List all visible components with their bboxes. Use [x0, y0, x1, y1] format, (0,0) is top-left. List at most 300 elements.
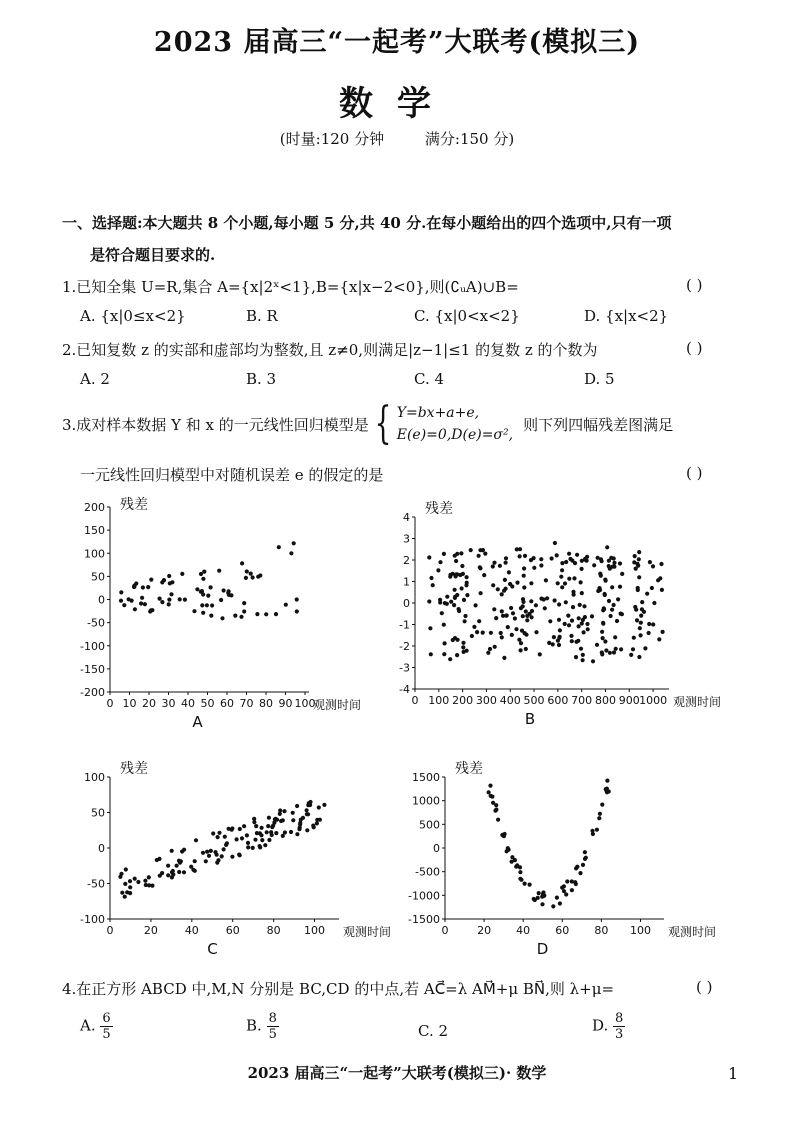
- residual-point: [605, 787, 609, 791]
- residual-point: [579, 647, 583, 651]
- q3-equation-1: Y=bx+a+e,: [396, 405, 480, 421]
- residual-point: [140, 596, 144, 600]
- residual-point: [661, 630, 665, 634]
- residual-point: [277, 545, 281, 549]
- residual-point: [291, 811, 295, 815]
- residual-point: [246, 841, 250, 845]
- residual-point: [216, 835, 220, 839]
- residual-point: [506, 846, 510, 850]
- x-tick-label: 20: [477, 924, 492, 937]
- x-tick-label: 100: [428, 694, 450, 707]
- residual-point: [503, 578, 507, 582]
- y-axis-title: 残差: [120, 497, 148, 513]
- residual-point: [633, 554, 637, 558]
- residual-point: [458, 573, 462, 577]
- q1-option-d: D. {x|x<2}: [584, 307, 669, 325]
- residual-point: [291, 818, 295, 822]
- residual-point: [502, 834, 506, 838]
- x-tick-label: 0: [441, 924, 449, 937]
- residual-point: [440, 611, 444, 615]
- residual-point: [230, 855, 234, 859]
- residual-point: [600, 652, 604, 656]
- residual-point: [223, 835, 227, 839]
- residual-point: [540, 902, 544, 906]
- residual-point: [618, 585, 622, 589]
- x-tick-label: 100: [294, 697, 316, 710]
- residual-point: [143, 879, 147, 883]
- residual-point: [182, 870, 186, 874]
- y-tick-label: 3: [403, 532, 410, 546]
- x-tick-label: 800: [594, 694, 616, 707]
- q3-stem-b: 则下列四幅残差图满足: [523, 415, 674, 434]
- residual-point: [461, 641, 465, 645]
- residual-point: [536, 896, 540, 900]
- x-tick-label: 100: [304, 924, 326, 937]
- residual-point: [284, 603, 288, 607]
- x-tick-label: 0: [106, 924, 114, 937]
- residual-point: [460, 564, 464, 568]
- residual-point: [511, 611, 515, 615]
- time-score-info: [0, 128, 794, 149]
- residual-point: [555, 896, 559, 900]
- residual-point: [502, 656, 506, 660]
- residual-point: [523, 882, 527, 886]
- residual-point: [596, 556, 600, 560]
- subject-title: 数学: [339, 84, 455, 124]
- x-tick-label: 500: [523, 694, 545, 707]
- q3-stem-c: 一元线性回归模型中对随机误差 e 的假定的是: [80, 466, 384, 484]
- residual-point: [274, 612, 278, 616]
- residual-point: [581, 653, 585, 657]
- residual-point: [295, 609, 299, 613]
- residual-point: [227, 589, 231, 593]
- residual-point: [292, 541, 296, 545]
- residual-point: [119, 590, 123, 594]
- residual-point: [445, 595, 449, 599]
- residual-point: [522, 585, 526, 589]
- residual-point: [492, 561, 496, 565]
- residual-point: [254, 824, 258, 828]
- residual-point: [579, 580, 583, 584]
- residual-point: [266, 824, 270, 828]
- residual-point: [548, 619, 552, 623]
- residual-point: [582, 604, 586, 608]
- residual-point: [454, 559, 458, 563]
- residual-point: [577, 624, 581, 628]
- residual-point: [637, 575, 641, 579]
- q1-answer-paren: ( ): [686, 276, 703, 294]
- residual-point: [209, 614, 213, 618]
- residual-point: [532, 897, 536, 901]
- residual-point: [518, 877, 522, 881]
- residual-point: [489, 631, 493, 635]
- residual-point: [640, 607, 644, 611]
- residual-point: [465, 593, 469, 597]
- residual-point: [592, 563, 596, 567]
- y-tick-label: 1000: [412, 794, 440, 808]
- y-tick-label: -100: [80, 639, 105, 653]
- residual-point: [463, 614, 467, 618]
- residual-point: [479, 591, 483, 595]
- residual-point: [620, 572, 624, 576]
- residual-point: [595, 828, 599, 832]
- q4-stem: 4.在正方形 ABCD 中,M,N 分别是 BC,CD 的中点,若 AC⃗=λ AM⃗+μ BN⃗,则 λ+μ=: [62, 980, 615, 998]
- residual-point: [566, 614, 570, 618]
- residual-point: [556, 639, 560, 643]
- residual-point: [556, 581, 560, 585]
- residual-point: [634, 567, 638, 571]
- residual-point: [519, 648, 523, 652]
- residual-point: [631, 647, 635, 651]
- residual-point: [295, 832, 299, 836]
- y-tick-label: 200: [84, 501, 105, 514]
- q4-option-a-fraction: [100, 1012, 112, 1041]
- residual-point: [537, 891, 541, 895]
- residual-point: [215, 853, 219, 857]
- residual-point: [207, 854, 211, 858]
- residual-point: [194, 838, 198, 842]
- residual-point: [612, 565, 616, 569]
- residual-point: [596, 589, 600, 593]
- residual-point: [581, 863, 585, 867]
- residual-point: [192, 609, 196, 613]
- residual-point: [289, 830, 293, 834]
- residual-point: [567, 577, 571, 581]
- residual-point: [260, 838, 264, 842]
- residual-point: [201, 592, 205, 596]
- q2-option-d: D. 5: [584, 370, 615, 388]
- residual-point: [513, 858, 517, 862]
- residual-point: [519, 606, 523, 610]
- residual-point: [560, 585, 564, 589]
- y-tick-label: -1: [399, 618, 410, 632]
- residual-point: [240, 561, 244, 565]
- residual-point: [651, 564, 655, 568]
- residual-point: [604, 579, 608, 583]
- residual-point: [306, 803, 310, 807]
- residual-point: [496, 818, 500, 822]
- section-heading-line2: 是符合题目要求的.: [90, 246, 216, 264]
- residual-point: [193, 869, 197, 873]
- residual-point: [242, 609, 246, 613]
- x-tick-label: 100: [629, 924, 651, 937]
- residual-point: [610, 608, 614, 612]
- residual-point: [442, 552, 446, 556]
- y-tick-label: -100: [80, 913, 105, 926]
- residual-point: [522, 566, 526, 570]
- residual-point: [639, 621, 643, 625]
- residual-point: [455, 653, 459, 657]
- residual-point: [601, 636, 605, 640]
- q3-stem-a: 3.成对样本数据 Y 和 x 的一元线性回归模型是: [62, 415, 369, 434]
- residual-point: [544, 578, 548, 582]
- x-tick-label: 90: [278, 697, 293, 710]
- residual-point: [567, 552, 571, 556]
- residual-point: [315, 821, 319, 825]
- x-tick-label: 80: [259, 697, 273, 710]
- residual-point: [521, 597, 525, 601]
- residual-point: [539, 557, 543, 561]
- residual-point: [612, 650, 616, 654]
- residual-point: [217, 569, 221, 573]
- residual-point: [482, 573, 486, 577]
- residual-point: [599, 574, 603, 578]
- residual-point: [454, 572, 458, 576]
- residual-point: [465, 575, 469, 579]
- residual-point: [609, 614, 613, 618]
- y-tick-label: -4: [399, 683, 410, 696]
- residual-point: [461, 645, 465, 649]
- residual-point: [436, 568, 440, 572]
- residual-point: [175, 864, 179, 868]
- residual-point: [265, 830, 269, 834]
- residual-point: [158, 597, 162, 601]
- fraction-denominator: 5: [268, 1027, 277, 1042]
- y-tick-label: 1500: [412, 771, 440, 784]
- residual-point: [572, 576, 576, 580]
- residual-point: [650, 586, 654, 590]
- residual-point: [574, 866, 578, 870]
- residual-point: [648, 560, 652, 564]
- residual-point: [496, 587, 500, 591]
- residual-point: [657, 637, 661, 641]
- residual-point: [586, 627, 590, 631]
- residual-point: [278, 808, 282, 812]
- q3-equation-2: E(e)=0,D(e)=σ²,: [396, 427, 514, 443]
- residual-point: [530, 615, 534, 619]
- residual-point: [560, 561, 564, 565]
- residual-point: [267, 838, 271, 842]
- y-tick-label: 50: [91, 806, 105, 820]
- residual-point: [215, 861, 219, 865]
- residual-point: [504, 561, 508, 565]
- residual-point: [235, 837, 239, 841]
- residual-point: [132, 585, 136, 589]
- residual-point: [612, 603, 616, 607]
- residual-point: [255, 612, 259, 616]
- residual-point: [438, 560, 442, 564]
- q4-option-c: C. 2: [418, 1022, 449, 1040]
- residual-point: [442, 623, 446, 627]
- residual-point: [607, 559, 611, 563]
- residual-point: [469, 548, 473, 552]
- residual-point: [612, 556, 616, 560]
- y-axis-title: 残差: [425, 501, 453, 517]
- residual-point: [301, 816, 305, 820]
- y-tick-label: -50: [87, 877, 105, 891]
- y-tick-label: 2: [403, 554, 410, 567]
- residual-point: [590, 614, 594, 618]
- residual-point: [660, 588, 664, 592]
- residual-point: [431, 583, 435, 587]
- q4-option-b: [246, 1012, 279, 1041]
- residual-point: [318, 818, 322, 822]
- residual-point: [500, 592, 504, 596]
- residual-point: [563, 622, 567, 626]
- residual-point: [477, 619, 481, 623]
- q4-answer-paren: ( ): [696, 978, 713, 996]
- residual-point: [608, 651, 612, 655]
- y-tick-label: 0: [98, 593, 105, 607]
- y-tick-label: -50: [87, 616, 105, 630]
- y-tick-label: -150: [80, 662, 105, 676]
- q2-option-b: B. 3: [246, 370, 277, 388]
- q4-option-d: [592, 1012, 625, 1041]
- x-axis-title: 观测时间: [668, 925, 717, 939]
- residual-point: [560, 568, 564, 572]
- residual-point: [557, 643, 561, 647]
- residual-point: [578, 871, 582, 875]
- q3-stem-row: [62, 398, 674, 449]
- residual-point: [569, 634, 573, 638]
- residual-point: [317, 805, 321, 809]
- residual-point: [177, 870, 181, 874]
- residual-point: [238, 827, 242, 831]
- residual-point: [205, 850, 209, 854]
- residual-point: [583, 557, 587, 561]
- residual-point: [119, 599, 123, 603]
- residual-point: [635, 562, 639, 566]
- residual-point: [264, 612, 268, 616]
- section-heading-line1: 一、选择题:本大题共 8 个小题,每小题 5 分,共 40 分.在每小题给出的四个选项中,只有一项: [62, 214, 672, 232]
- residual-point: [460, 586, 464, 590]
- residual-point: [562, 889, 566, 893]
- residual-chart-b: [385, 495, 722, 735]
- residual-point: [167, 574, 171, 578]
- exam-title: 2023 届高三“一起考”大联考(模拟三): [153, 27, 641, 58]
- residual-point: [128, 891, 132, 895]
- x-tick-label: 1000: [639, 694, 668, 707]
- x-tick-label: 20: [142, 697, 156, 710]
- residual-point: [427, 599, 431, 603]
- residual-point: [591, 659, 595, 663]
- residual-point: [167, 598, 171, 602]
- x-tick-label: 60: [555, 924, 570, 937]
- residual-point: [477, 554, 481, 558]
- residual-point: [518, 865, 522, 869]
- q1-option-c: C. {x|0<x<2}: [414, 307, 520, 325]
- residual-point: [605, 779, 609, 783]
- x-tick-label: 900: [618, 694, 640, 707]
- residual-point: [305, 808, 309, 812]
- residual-point: [522, 574, 526, 578]
- q2-answer-paren: ( ): [686, 339, 703, 357]
- y-axis-title: 残差: [455, 761, 483, 777]
- x-tick-label: 80: [266, 924, 281, 937]
- residual-point: [562, 884, 566, 888]
- residual-point: [481, 631, 485, 635]
- residual-point: [270, 825, 274, 829]
- residual-point: [483, 552, 487, 556]
- residual-point: [311, 824, 315, 828]
- y-tick-label: 0: [433, 842, 440, 855]
- residual-point: [491, 583, 495, 587]
- residual-point: [133, 877, 137, 881]
- residual-point: [532, 566, 536, 570]
- q2-stem: 2.已知复数 z 的实部和虚部均为整数,且 z≠0,则满足|z−1|≤1 的复数 z 的个数为: [62, 341, 598, 359]
- residual-point: [567, 623, 571, 627]
- residual-point: [580, 621, 584, 625]
- residual-point: [438, 600, 442, 604]
- residual-point: [493, 645, 497, 649]
- residual-point: [616, 597, 620, 601]
- residual-point: [249, 572, 253, 576]
- residual-point: [146, 585, 150, 589]
- residual-point: [474, 603, 478, 607]
- residual-point: [521, 614, 525, 618]
- residual-point: [640, 600, 644, 604]
- residual-point: [558, 901, 562, 905]
- residual-point: [610, 585, 614, 589]
- residual-point: [253, 838, 257, 842]
- y-tick-label: -2: [399, 640, 410, 653]
- residual-point: [123, 882, 127, 886]
- residual-point: [564, 600, 568, 604]
- residual-point: [149, 578, 153, 582]
- residual-point: [462, 598, 466, 602]
- residual-point: [180, 572, 184, 576]
- residual-point: [524, 633, 528, 637]
- residual-point: [443, 641, 447, 645]
- fraction-numerator: 8: [268, 1011, 277, 1026]
- residual-point: [452, 603, 456, 607]
- residual-point: [658, 576, 662, 580]
- residual-point: [263, 843, 267, 847]
- chart-label: B: [524, 710, 536, 728]
- residual-point: [178, 597, 182, 601]
- x-axis-title: 观测时间: [313, 698, 362, 712]
- residual-point: [134, 581, 138, 585]
- residual-point: [618, 561, 622, 565]
- residual-point: [639, 614, 643, 618]
- residual-point: [122, 603, 126, 607]
- residual-point: [515, 547, 519, 551]
- residual-point: [509, 606, 513, 610]
- residual-point: [306, 812, 310, 816]
- q4-option-a: [80, 1012, 113, 1041]
- residual-point: [559, 575, 563, 579]
- residual-point: [508, 582, 512, 586]
- residual-point: [564, 560, 568, 564]
- residual-point: [551, 904, 555, 908]
- residual-point: [289, 551, 293, 555]
- y-tick-label: 150: [84, 524, 105, 538]
- residual-point: [242, 601, 246, 605]
- residual-point: [558, 628, 562, 632]
- residual-point: [534, 630, 538, 634]
- residual-chart-a: [70, 495, 390, 735]
- residual-point: [478, 565, 482, 569]
- residual-point: [442, 652, 446, 656]
- residual-chart-c: [70, 745, 400, 965]
- residual-point: [183, 598, 187, 602]
- residual-point: [155, 858, 159, 862]
- residual-point: [513, 616, 517, 620]
- residual-point: [168, 581, 172, 585]
- residual-point: [647, 622, 651, 626]
- y-tick-label: 0: [98, 842, 105, 855]
- x-tick-label: 40: [516, 924, 531, 937]
- residual-point: [557, 618, 561, 622]
- residual-point: [504, 614, 508, 618]
- residual-point: [233, 614, 237, 618]
- residual-point: [504, 556, 508, 560]
- residual-point: [550, 556, 554, 560]
- residual-point: [201, 577, 205, 581]
- residual-point: [591, 832, 595, 836]
- residual-point: [219, 598, 223, 602]
- y-tick-label: 1: [403, 575, 410, 589]
